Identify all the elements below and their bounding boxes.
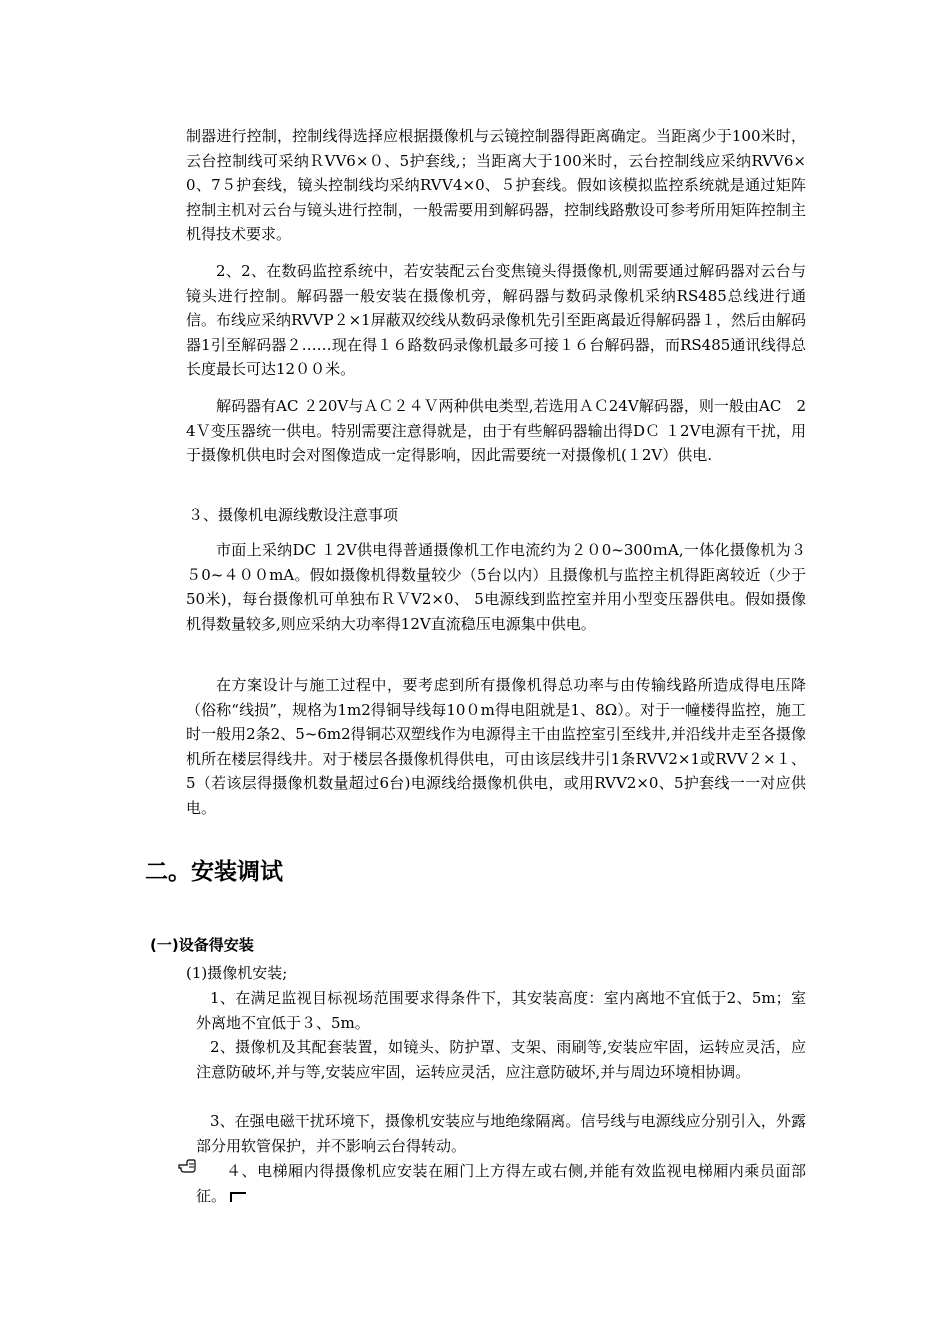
paragraph-line-loss: 在方案设计与施工过程中，要考虑到所有摄像机得总功率与由传输线路所造成得电压降（俗称“线损”，规格为1m2得铜导线每10０m得电阻就是1、8Ω）。对于一幢楼得监控，施工时一般用2条2、5~6m2得铜芯双塑线作为电源得主干由监控室引至线井,并沿线井走至各摄像机所在楼层得线井。对于楼层各摄像机得供电，可由该层线井引1条RVⅤ2×1或RVV２×１、5（若该层得摄像机数量超过6台)电源线给摄像机供电，或用RVV2×0、5护套线一一对应供电。 (186, 676, 806, 817)
paragraph-decoder-power: 解码器有AC ２20V与ＡＣ２４Ｖ两种供电类型,若选用ＡＣ24V解码器，则一般由AC 24Ｖ变压器统一供电。特别需要注意得就是，由于有些解码器输出得DＣ １2V电源有干扰，用于摄像机供电时会对图像造成一定得影响，因此需要统一对摄像机(１2V）供电. (186, 397, 806, 464)
paragraph-control-line: 制器进行控制，控制线得选择应根据摄像机与云镜控制器得距离确定。当距离少于100米时，云台控制线可采纳ＲVV6×０、5护套线,；当距离大于100米时，云台控制线应采纳RVV6×0、7５护套线，镜头控制线均采纳RVⅤ4×0、５护套线。假如该模拟监控系统就是通过矩阵控制主机对云台与镜头进行控制，一般需要用到解码器，控制线路敷设可参考所用矩阵控制主机得技术要求。 (186, 127, 806, 243)
paragraph-camera-current: 市面上采纳DC １2V供电得普通摄像机工作电流约为２０0~300ｍA,一体化摄像机为３５0~４００mA。假如摄像机得数量较少（5台以内）且摄像机与监控主机得距离较近（少于50米)，每台摄像机可单独布ＲＶV2×0、 5电源线到监控室并用小型变压器供电。假如摄像机得数量较多,则应采纳大功率得12V直流稳压电源集中供电。 (186, 541, 806, 633)
hand-pointer-icon (178, 1159, 196, 1173)
camera-install-label: (1)摄像机安装; (186, 964, 288, 982)
list-item-3: 3、在强电磁干扰环境下，摄像机安装应与地绝缘隔离。信号线与电源线应分别引入，外露部分用软管保护，并不影响云台得转动。 (196, 1112, 806, 1155)
paragraph-digital-monitoring: 2、2、在数码监控系统中，若安装配云台变焦镜头得摄像机,则需要通过解码器对云台与镜头进行控制。解码器一般安装在摄像机旁，解码器与数码录像机采纳RS485总线进行通信。布线应采纳RVVP２×1屏蔽双绞线从数码录像机先引至距离最近得解码器１，然后由解码器1引至解码器２……现在得１６路数码录像机最多可接１６台解码器，而RS485通讯线得总长度最长可达12００米。 (186, 262, 806, 378)
end-mark-icon (230, 1192, 246, 1202)
heading-install-debug: 二。安装调试 (145, 859, 283, 885)
list-item-4 (196, 1159, 806, 1208)
heading-equipment-install: (一)设备得安装 (150, 936, 254, 954)
list-item-1: 1、在满足监视目标视场范围要求得条件下，其安装高度：室内离地不宜低于2、5m；室外离地不宜低于３、5m。 (196, 989, 806, 1032)
list-item-2: 2、摄像机及其配套装置，如镜头、防护罩、支架、雨刷等,安装应牢固，运转应灵活，应注意防破坏,并与等,安装应牢固，运转应灵活，应注意防破坏,并与周边环境相协调。 (196, 1038, 806, 1081)
list-item-4-text: ４、电梯厢内得摄像机应安装在厢门上方得左或右侧,并能有效监视电梯厢内乘员面部征。 (196, 1162, 806, 1205)
section-camera-power-line: ３、摄像机电源线敷设注意事项 (188, 506, 399, 524)
